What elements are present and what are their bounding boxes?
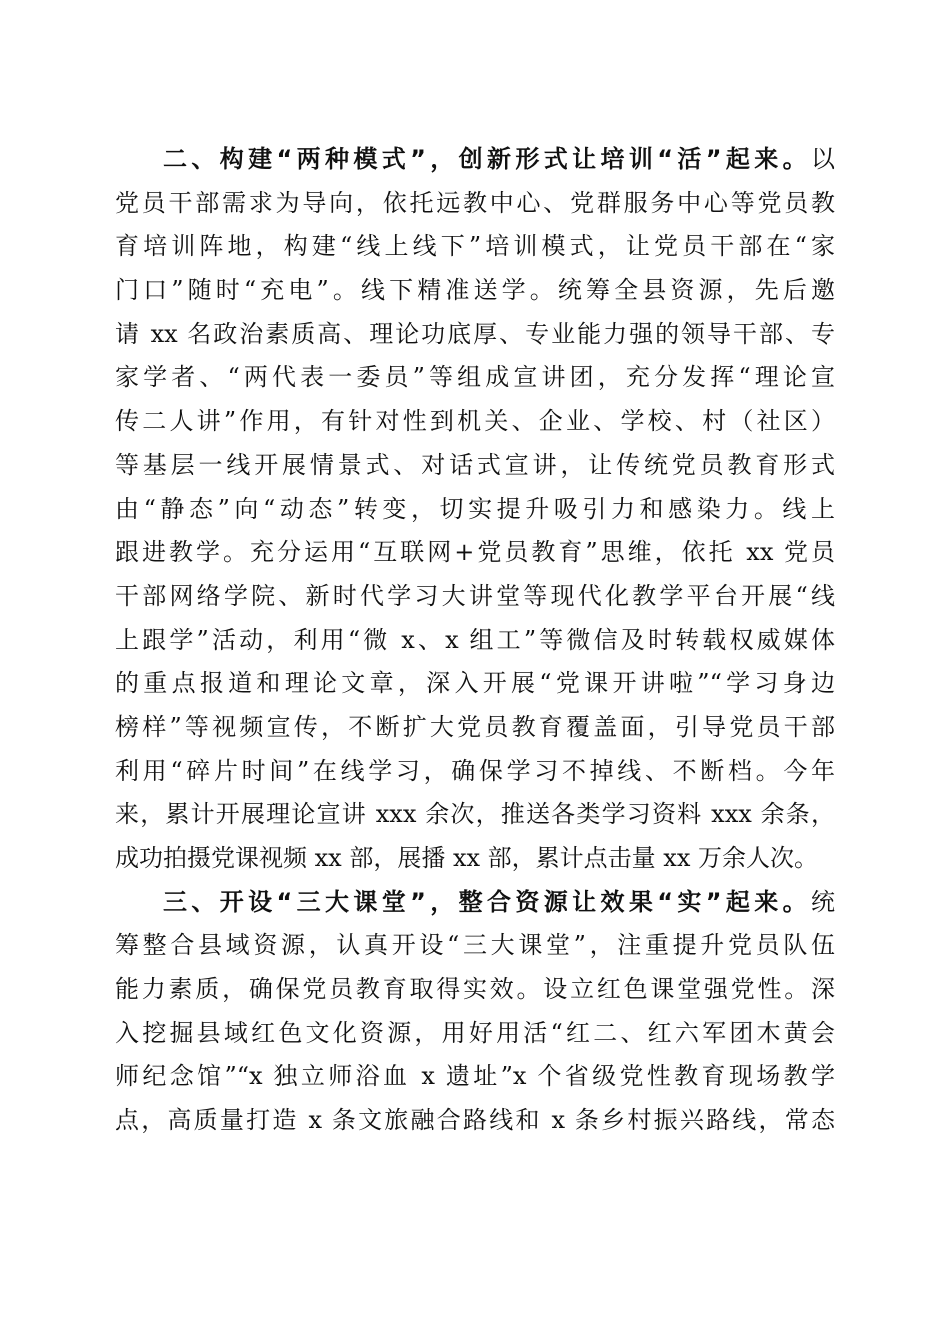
text-line: [115, 313, 835, 357]
line-text: 点，高质量打造 x 条文旅融合路线和 x 条乡村振兴路线，常态: [115, 1106, 835, 1135]
text-line: [115, 269, 835, 313]
text-line: [115, 444, 835, 488]
line-text: 上跟学”活动，利用“微 x、x 组工”等微信及时转载权威媒体: [115, 625, 835, 654]
line-text: 家学者、“两代表一委员”等组成宣讲团，充分发挥“理论宣: [115, 363, 835, 392]
line-text: 统: [811, 887, 835, 916]
text-line: [115, 706, 835, 750]
document-body: [115, 138, 835, 1143]
line-text: 干部网络学院、新时代学习大讲堂等现代化教学平台开展“线: [115, 581, 835, 610]
text-line: [115, 488, 835, 532]
text-line: [115, 837, 835, 881]
text-line: [115, 968, 835, 1012]
text-line: [115, 1012, 835, 1056]
text-line: [115, 924, 835, 968]
line-text: 育培训阵地，构建“线上线下”培训模式，让党员干部在“家: [115, 232, 835, 261]
line-text: 入挖掘县域红色文化资源，用好用活“红二、红六军团木黄会: [115, 1018, 835, 1047]
text-line: [115, 662, 835, 706]
line-text: 等基层一线开展情景式、对话式宣讲，让传统党员教育形式: [115, 450, 835, 479]
paragraph-section-two: [115, 138, 835, 881]
text-line: [115, 793, 835, 837]
line-text: 门口”随时“充电”。线下精准送学。统筹全县资源，先后邀: [115, 276, 835, 305]
text-line: [115, 400, 835, 444]
text-line: [115, 1055, 835, 1099]
text-line: [115, 138, 835, 182]
line-text: 请 xx 名政治素质高、理论功底厚、专业能力强的领导干部、专: [115, 319, 835, 348]
text-line: [115, 1099, 835, 1143]
line-text: 传二人讲”作用，有针对性到机关、企业、学校、村（社区）: [115, 407, 835, 436]
text-line: [115, 750, 835, 794]
line-text: 的重点报道和理论文章，深入开展“党课开讲啦”“学习身边: [115, 669, 835, 698]
section-heading: 二、构建“两种模式”，创新形式让培训“活”起来。: [163, 145, 811, 173]
line-text: 由“静态”向“动态”转变，切实提升吸引力和感染力。线上: [115, 494, 835, 523]
text-line: [115, 881, 835, 925]
text-line: [115, 225, 835, 269]
line-text: 党员干部需求为导向，依托远教中心、党群服务中心等党员教: [115, 188, 835, 217]
text-line: [115, 182, 835, 226]
text-line: [115, 619, 835, 663]
text-line: [115, 356, 835, 400]
line-text: 榜样”等视频宣传，不断扩大党员教育覆盖面，引导党员干部: [115, 712, 835, 741]
paragraph-section-three: [115, 881, 835, 1143]
line-text: 能力素质，确保党员教育取得实效。设立红色课堂强党性。深: [115, 975, 835, 1004]
line-text: 利用“碎片时间”在线学习，确保学习不掉线、不断档。今年: [115, 756, 835, 785]
line-text: 以: [811, 145, 835, 173]
text-line: [115, 531, 835, 575]
line-text: 来，累计开展理论宣讲 xxx 余次，推送各类学习资料 xxx 余条，: [115, 800, 835, 829]
line-text: 筹整合县域资源，认真开设“三大课堂”，注重提升党员队伍: [115, 931, 835, 960]
text-line: [115, 575, 835, 619]
line-text: 成功拍摄党课视频 xx 部，展播 xx 部，累计点击量 xx 万余人次。: [115, 844, 818, 872]
line-text: 师纪念馆”“x 独立师浴血 x 遗址”x 个省级党性教育现场教学: [115, 1062, 835, 1091]
line-text: 跟进教学。充分运用“互联网+党员教育”思维，依托 xx 党员: [115, 538, 835, 567]
section-heading: 三、开设“三大课堂”，整合资源让效果“实”起来。: [163, 887, 811, 916]
